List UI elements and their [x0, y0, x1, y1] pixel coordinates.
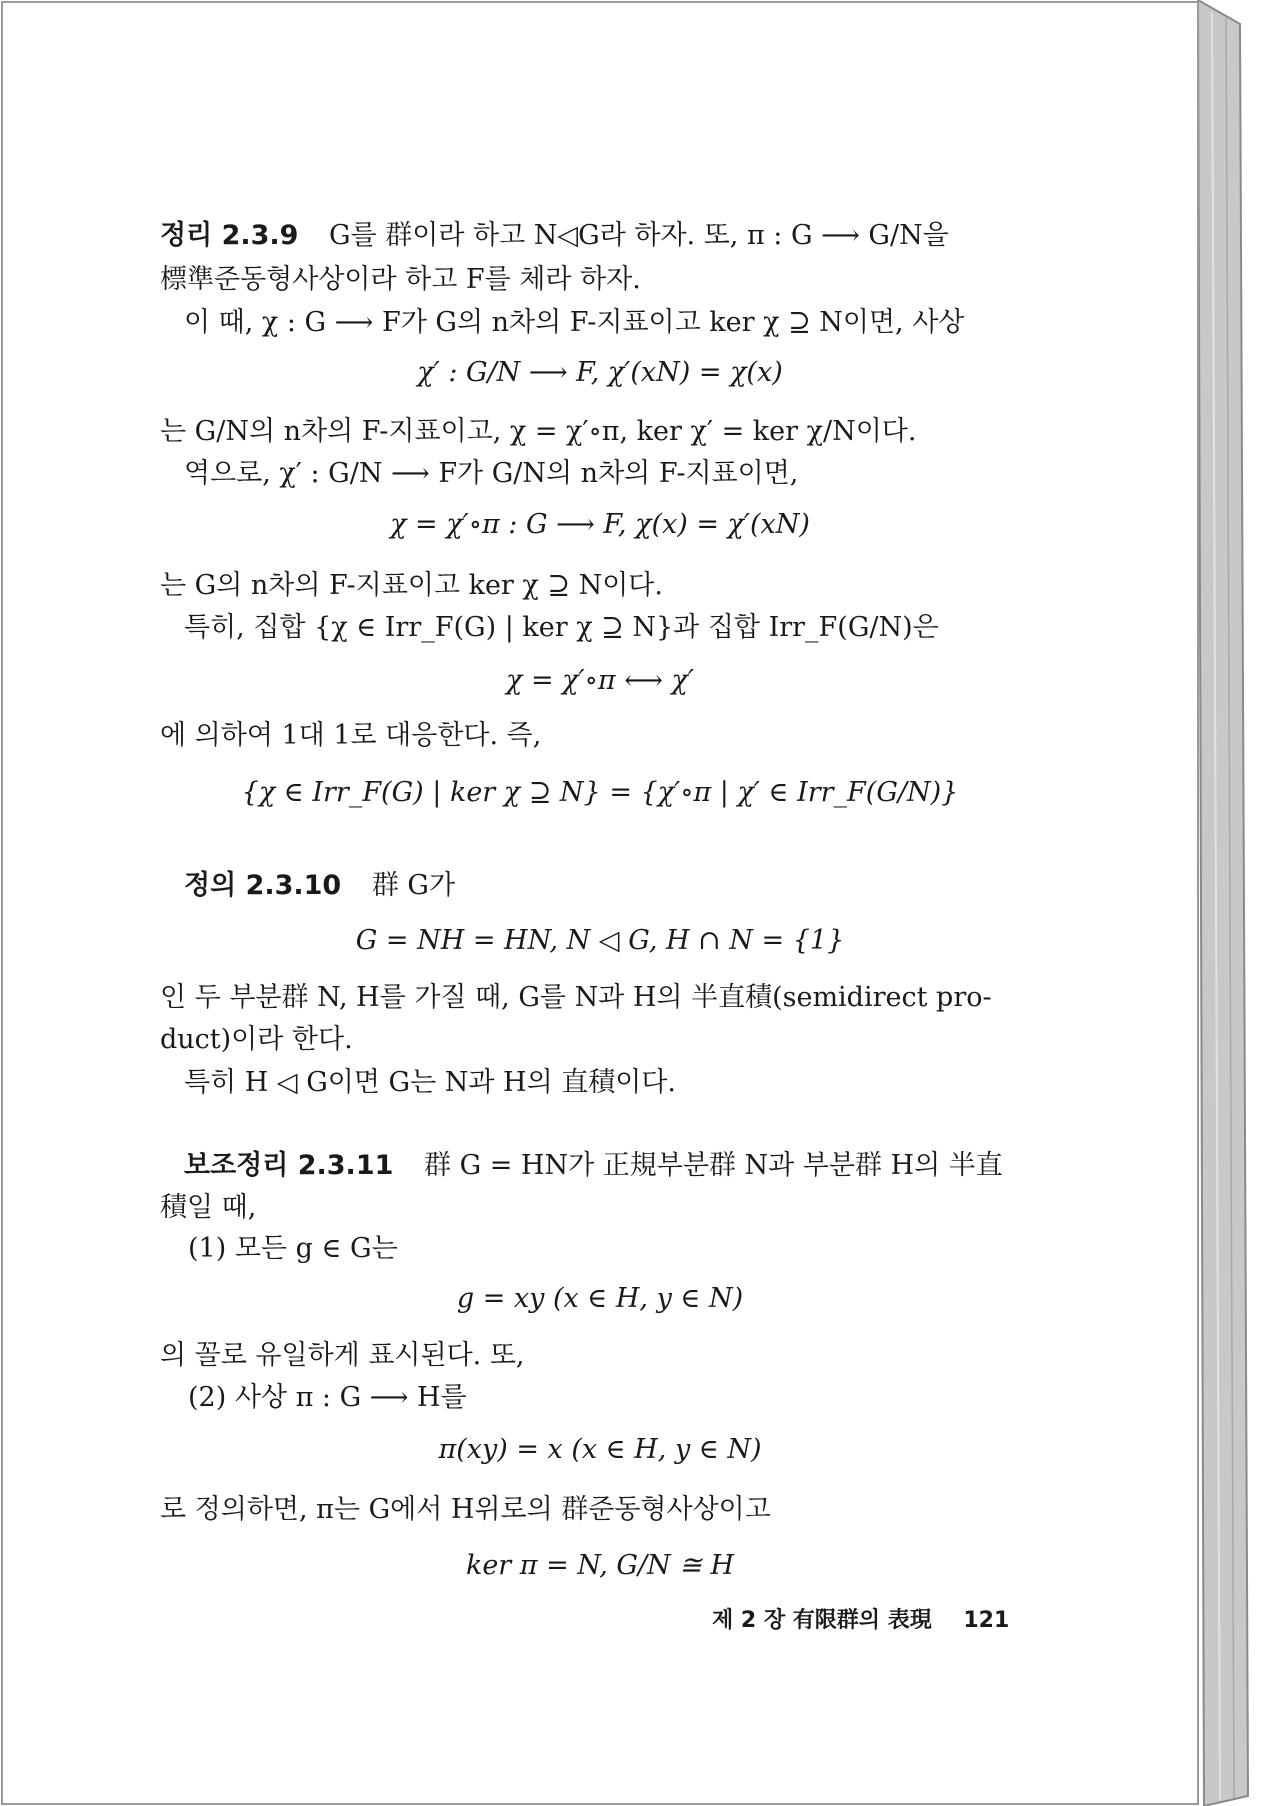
display-equation: ker π = N, G/N ≅ H — [465, 1550, 735, 1581]
lemma-text: 群 G = HN가 正規부분群 N과 부분群 H의 半直 — [423, 1150, 1003, 1181]
display-equation: χ′ : G/N ⟶ F, χ′(xN) = χ(x) — [417, 357, 783, 388]
theorem-text: G를 群이라 하고 N◁G라 하자. 또, π : G ⟶ G/N을 — [329, 220, 949, 251]
lemma-line: (1) 모든 g ∈ G는 — [188, 1233, 398, 1264]
definition-line: 특히 H ◁ G이면 G는 N과 H의 直積이다. — [184, 1067, 677, 1098]
display-equation: G = NH = HN, N ◁ G, H ∩ N = {1} — [355, 925, 845, 956]
display-equation: χ = χ′∘π : G ⟶ F, χ(x) = χ′(xN) — [390, 509, 810, 540]
theorem-line: 標準준동형사상이라 하고 F를 체라 하자. — [160, 264, 641, 295]
running-footer — [712, 1607, 1009, 1635]
theorem-line: 에 의하여 1대 1로 대응한다. 즉, — [160, 720, 542, 751]
display-equation: π(xy) = x (x ∈ H, y ∈ N) — [438, 1434, 762, 1465]
definition-first-line — [184, 869, 455, 903]
lemma-first-line — [184, 1149, 1003, 1183]
theorem-line: 는 G/N의 n차의 F-지표이고, χ = χ′∘π, ker χ′ = ker χ/N이다. — [160, 416, 917, 447]
chapter-title: 제 2 장 有限群의 表現 — [712, 1608, 932, 1633]
page-number: 121 — [963, 1608, 1010, 1633]
lemma-line: 의 꼴로 유일하게 표시된다. 또, — [160, 1340, 525, 1371]
theorem-line: 특히, 집합 {χ ∈ Irr_F(G) | ker χ ⊇ N}과 집합 Irr_F(G/N)은 — [184, 612, 939, 643]
definition-line: 인 두 부분群 N, H를 가질 때, G를 N과 H의 半直積(semidirect pro- — [160, 982, 992, 1013]
theorem-label: 정리 2.3.9 — [160, 220, 299, 251]
lemma-line: 로 정의하면, π는 G에서 H위로의 群준동형사상이고 — [160, 1494, 771, 1525]
display-equation: {χ ∈ Irr_F(G) | ker χ ⊇ N} = {χ′∘π | χ′ ∈ Irr_F(G/N)} — [241, 777, 959, 808]
definition-line: duct)이라 한다. — [160, 1024, 353, 1055]
theorem-first-line — [160, 219, 949, 253]
display-equation: χ = χ′∘π ⟷ χ′ — [506, 665, 694, 696]
theorem-line: 역으로, χ′ : G/N ⟶ F가 G/N의 n차의 F-지표이면, — [184, 458, 799, 489]
definition-text: 群 G가 — [371, 870, 456, 901]
theorem-line: 이 때, χ : G ⟶ F가 G의 n차의 F-지표이고 ker χ ⊇ N이면, 사상 — [184, 307, 965, 338]
lemma-label: 보조정리 2.3.11 — [184, 1150, 394, 1181]
lemma-line: 積일 때, — [160, 1192, 257, 1223]
theorem-line: 는 G의 n차의 F-지표이고 ker χ ⊇ N이다. — [160, 570, 663, 601]
display-equation: g = xy (x ∈ H, y ∈ N) — [456, 1283, 744, 1314]
definition-label: 정의 2.3.10 — [184, 870, 342, 901]
lemma-line: (2) 사상 π : G ⟶ H를 — [188, 1382, 467, 1413]
